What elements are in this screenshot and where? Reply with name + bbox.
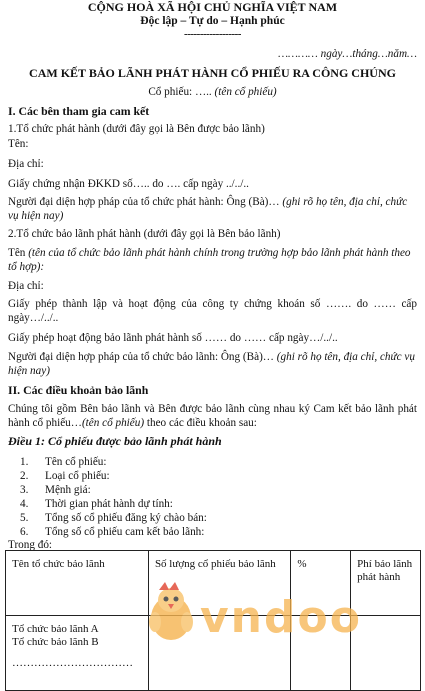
underwriter-a: Tổ chức bảo lãnh A (12, 623, 99, 635)
national-motto: Độc lập – Tự do – Hạnh phúc (140, 15, 285, 27)
underwriter-name-label: Tên (8, 247, 26, 259)
item-number: 1. (20, 456, 29, 468)
issuer-name: Tên: (8, 138, 29, 150)
underwriter-more: …………………………… (12, 657, 133, 669)
document-title: CAM KẾT BẢO LÃNH PHÁT HÀNH CỔ PHIẾU RA CÔNG CHÚNG (29, 66, 396, 80)
section2-heading: II. Các điều khoản bảo lãnh (8, 383, 149, 397)
table-cell (6, 616, 149, 691)
issuer-representative (8, 195, 417, 223)
underwriter-name (8, 246, 417, 274)
table-cell (148, 616, 290, 691)
intro-note: (tên cổ phiếu) (81, 417, 145, 429)
issuer-address: Địa chỉ: (8, 158, 44, 170)
intro-tail: theo các điều khoản sau: (144, 417, 257, 429)
stock-note: (tên cổ phiếu) (214, 86, 277, 98)
item-number: 5. (20, 512, 29, 524)
wherein-label: Trong đó: (8, 539, 53, 551)
underwriter-b: Tổ chức bảo lãnh B (12, 636, 99, 648)
section2-intro (8, 402, 417, 430)
table-cell (351, 616, 421, 691)
business-certificate: Giấy chứng nhận ĐKKD số….. do …. cấp ngày ../../.. (8, 178, 249, 190)
list-item (20, 497, 207, 511)
section1-heading: I. Các bên tham gia cam kết (8, 104, 150, 118)
item-number: 4. (20, 498, 29, 510)
underwriter-name-note: (tên của tổ chức bảo lãnh phát hành chính trong trường hợp bảo lãnh phát hành theo tổ hợp): (8, 247, 411, 273)
underwriter-rep-note: (ghi rõ họ tên, địa chỉ, chức vụ hiện nay) (8, 351, 415, 377)
header-cell: Tên tổ chức bảo lãnh (6, 551, 149, 616)
item-text: Mệnh giá: (45, 484, 91, 496)
intro-text: Chúng tôi gồm Bên bảo lãnh và Bên được bảo lãnh cùng nhau ký Cam kết bảo lãnh phát hành cổ phiếu… (8, 403, 417, 429)
underwriter-address: Địa chỉ: (8, 280, 44, 292)
watermark-text: vndoo (200, 592, 362, 643)
list-item (20, 455, 207, 469)
item-text: Tổng số cổ phiếu đăng ký chào bán: (45, 512, 207, 524)
issuer-intro: 1.Tổ chức phát hành (dưới đây gọi là Bên được bảo lãnh) (8, 123, 265, 135)
date-line: ………… ngày…tháng…năm… (278, 48, 417, 60)
stock-label: Cổ phiếu: ….. (148, 86, 212, 98)
item-number: 3. (20, 484, 29, 496)
underwriter-intro: 2.Tổ chức bảo lãnh phát hành (dưới đây gọi là Bên bảo lãnh) (8, 228, 281, 240)
item-text: Loại cổ phiếu: (45, 470, 110, 482)
item-number: 2. (20, 470, 29, 482)
table-row (6, 616, 421, 691)
stock-line (8, 85, 417, 99)
list-item (20, 483, 207, 497)
header-rule: ------------------ (184, 28, 241, 40)
item-text: Thời gian phát hành dự tính: (45, 498, 173, 510)
header-cell: Số lượng cổ phiếu bảo lãnh (148, 551, 290, 616)
underwriter-representative (8, 350, 417, 378)
underwriter-table (5, 550, 421, 691)
list-item (20, 469, 207, 483)
stock-items-list (20, 455, 207, 539)
header-cell: % (291, 551, 351, 616)
item-text: Tên cổ phiếu: (45, 456, 107, 468)
issuer-rep-note: (ghi rõ họ tên, địa chỉ, chức vụ hiện nay) (8, 196, 408, 222)
underwriting-license: Giấy phép hoạt động bảo lãnh phát hành số …… do …… cấp ngày…/../.. (8, 332, 338, 344)
table-header-row (6, 551, 421, 616)
list-item (20, 511, 207, 525)
securities-license: Giấy phép thành lập và hoạt động của công ty chứng khoán số ……. do …… cấp ngày…/../.. (8, 298, 417, 324)
header-cell: Phí bảo lãnh phát hành (351, 551, 421, 616)
article1-heading: Điều 1: Cổ phiếu được bảo lãnh phát hành (8, 434, 222, 448)
issuer-rep-text: Người đại diện hợp pháp của tổ chức phát hành: Ông (Bà)… (8, 196, 280, 208)
table-cell (291, 616, 351, 691)
list-item (20, 525, 207, 539)
underwriter-rep-text: Người đại diện hợp pháp của tổ chức bảo lãnh: Ông (Bà)… (8, 351, 274, 363)
item-number: 6. (20, 526, 29, 538)
item-text: Tổng số cổ phiếu cam kết bảo lãnh: (45, 526, 205, 538)
national-title: CỘNG HOÀ XÃ HỘI CHỦ NGHĨA VIỆT NAM (87, 0, 338, 14)
